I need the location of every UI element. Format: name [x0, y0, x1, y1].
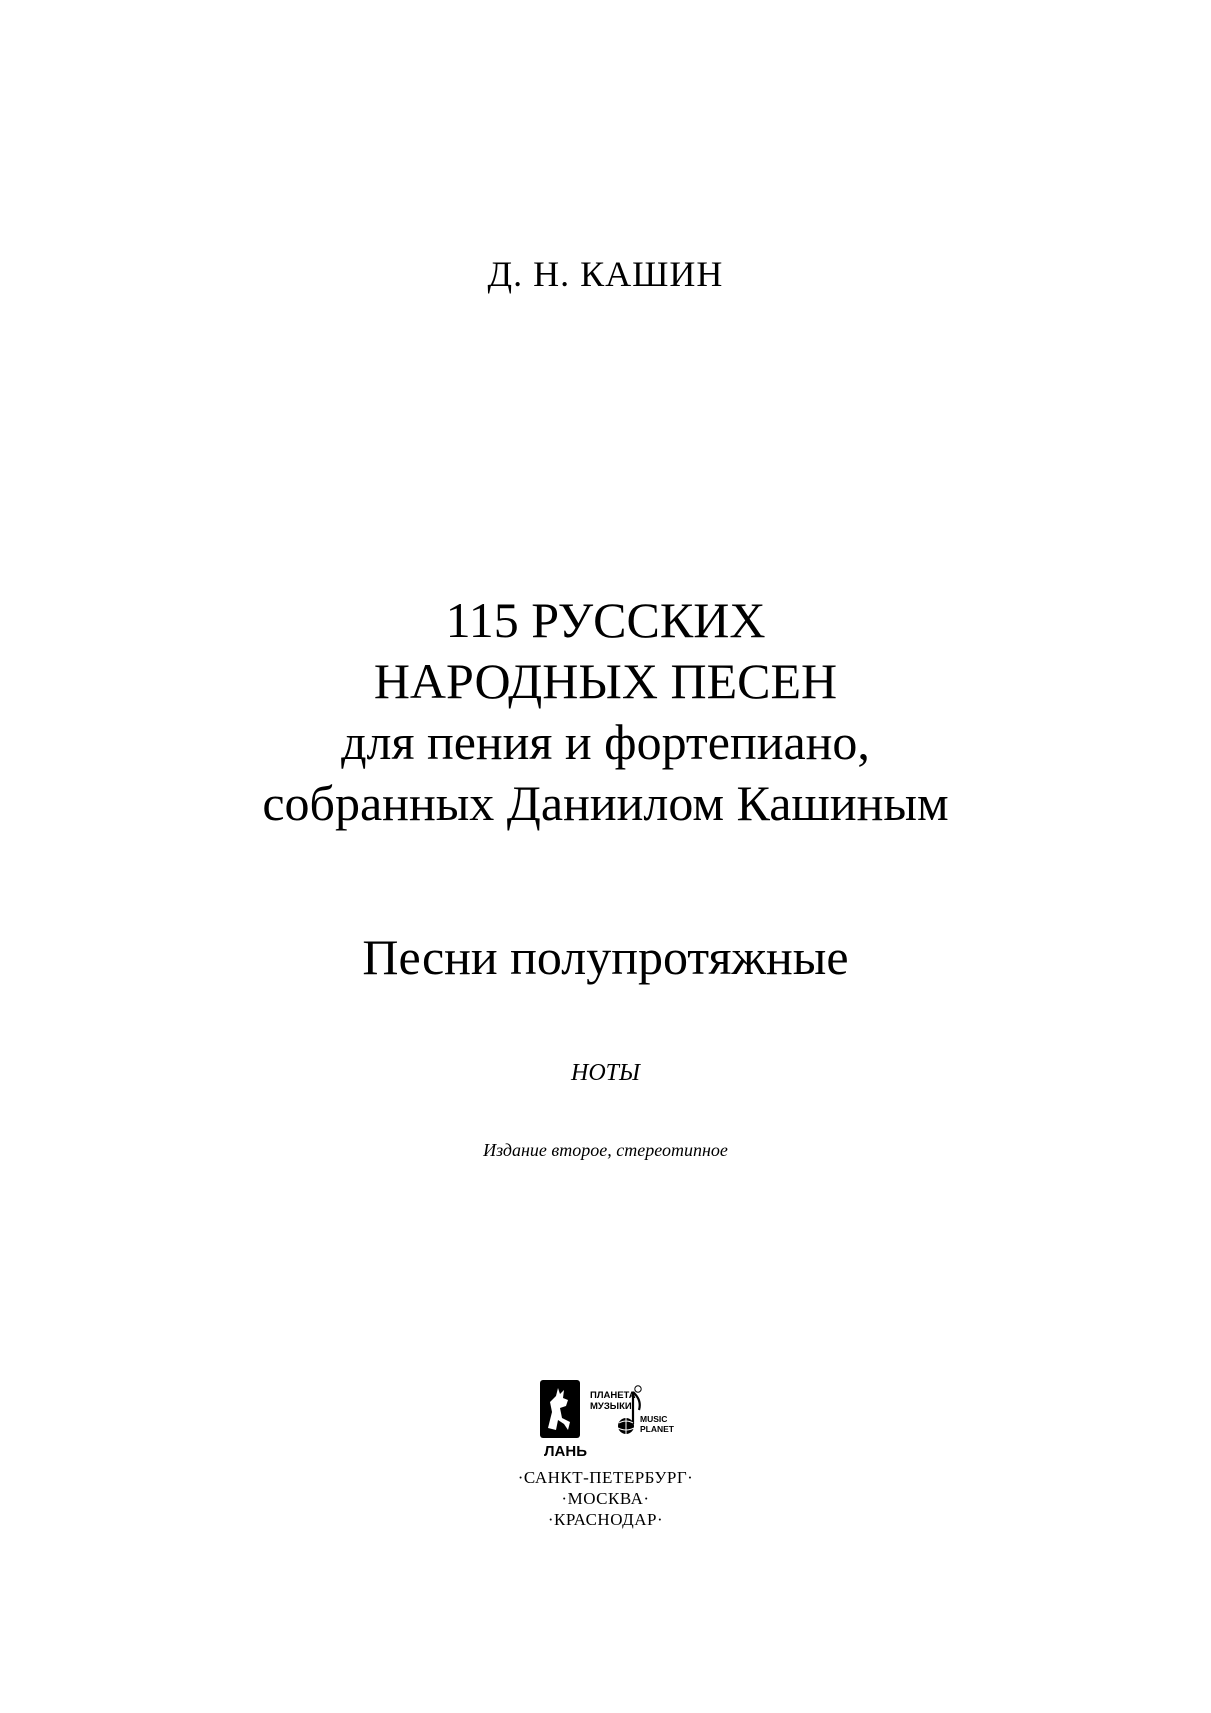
author-name: Д. Н. КАШИН	[487, 254, 724, 294]
title-line-3: для пения и фортепиано,	[341, 714, 870, 770]
publisher-logo	[538, 1378, 678, 1463]
book-subtitle: Песни полупротяжные	[362, 929, 849, 985]
title-line-1: 115 РУССКИХ	[445, 592, 766, 648]
lan-logo-text: ЛАНЬ	[544, 1443, 587, 1460]
genre-label: НОТЫ	[571, 1060, 640, 1086]
edition-note: Издание второе, стереотипное	[483, 1140, 728, 1160]
music-logo-text-1: MUSIC	[640, 1414, 668, 1424]
registered-icon	[635, 1386, 641, 1392]
city-krasnodar: ·КРАСНОДАР·	[547, 1510, 664, 1529]
music-logo-text-2: PLANET	[640, 1424, 674, 1434]
city-saint-petersburg: ·САНКТ-ПЕТЕРБУРГ·	[517, 1468, 694, 1487]
city-moscow: ·МОСКВА·	[561, 1489, 650, 1508]
planet-logo-text-1: ПЛАНЕТА	[590, 1390, 636, 1401]
book-title	[0, 590, 1211, 834]
lan-deer-icon	[540, 1380, 580, 1438]
planet-logo-text-2: МУЗЫКИ	[590, 1401, 632, 1412]
title-line-2: НАРОДНЫХ ПЕСЕН	[373, 653, 838, 709]
title-line-4: собранных Даниилом Кашиным	[262, 775, 949, 831]
